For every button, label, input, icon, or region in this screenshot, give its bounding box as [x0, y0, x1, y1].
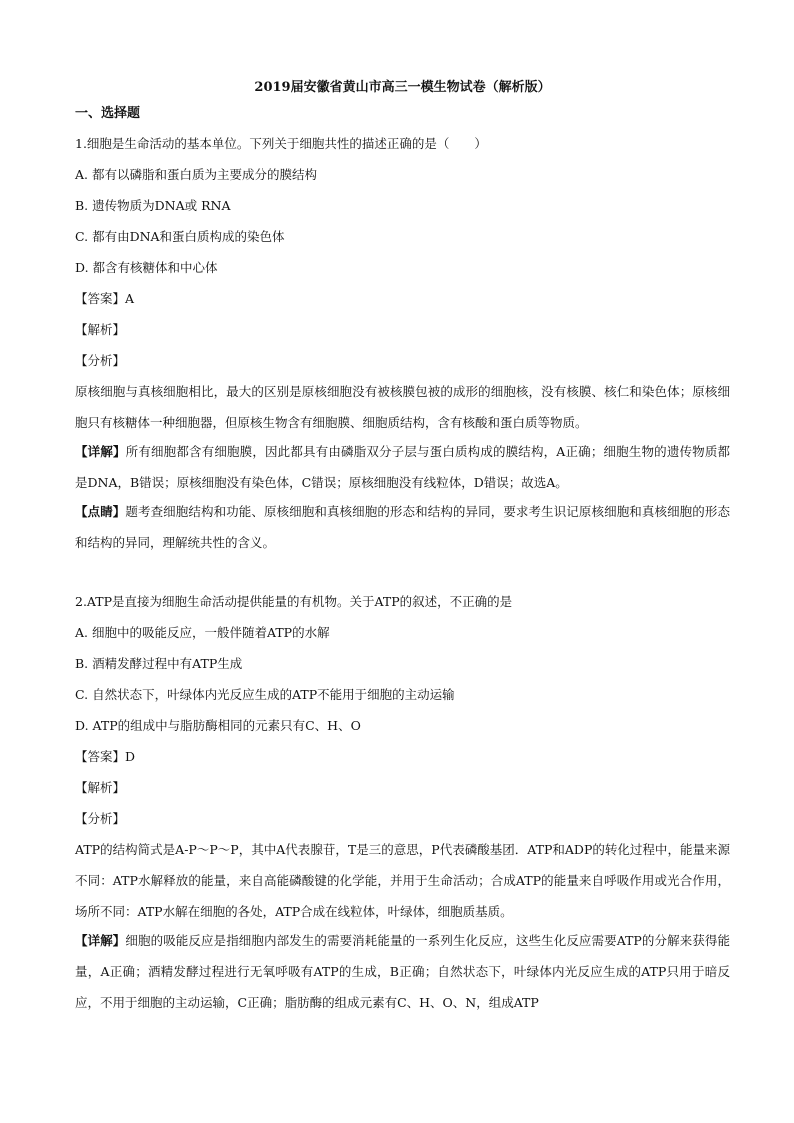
question-1-comment-text: 题考查细胞结构和功能、原核细胞和真核细胞的形态和结构的异同，要求考生识记原核细胞和真核细胞的形态和结构的异同，理解统共性的含义。 — [75, 504, 730, 550]
question-2-option-d: D. ATP的组成中与脂肪酶相同的元素只有C、H、O — [75, 718, 361, 733]
question-1-detail-label: 【详解】 — [75, 444, 126, 459]
question-1-detail — [75, 436, 730, 498]
question-2 — [75, 592, 730, 1018]
question-1-answer: 【答案】A — [75, 291, 135, 306]
question-1-analysis: 原核细胞与真核细胞相比，最大的区别是原核细胞没有被核膜包被的成形的细胞核，没有核膜、核仁和染色体；原核细胞只有核糖体一种细胞器，但原核生物含有细胞膜、细胞质结构，含有核酸和蛋白质等物质。 — [75, 384, 730, 430]
question-2-fenxi-label: 【分析】 — [75, 811, 126, 826]
question-2-analysis: ATP的结构简式是A-P～P～P，其中A代表腺苷，T是三的意思，P代表磷酸基团．ATP和ADP的转化过程中，能量来源不同：ATP水解释放的能量，来自高能磷酸键的化学能，并用于生命活动；合成ATP的能量来自呼吸作用或光合作用，场所不同：ATP水解在细胞的各处，ATP合成在线粒体，叶绿体，细胞质基质。 — [75, 842, 730, 919]
question-1-detail-text: 所有细胞都含有细胞膜，因此都具有由磷脂双分子层与蛋白质构成的膜结构，A正确；细胞生物的遗传物质都是DNA，B错误；原核细胞没有染色体，C错误；原核细胞没有线粒体，D错误；故选A。 — [75, 444, 730, 490]
question-2-jiexi-label: 【解析】 — [75, 780, 126, 795]
document-page — [75, 78, 730, 1022]
question-2-stem: 2.ATP是直接为细胞生命活动提供能量的有机物。关于ATP的叙述，不正确的是 — [75, 594, 513, 609]
question-2-detail-label: 【详解】 — [75, 933, 126, 948]
question-1-option-a: A. 都有以磷脂和蛋白质为主要成分的膜结构 — [75, 167, 317, 182]
question-2-detail — [75, 925, 730, 1018]
question-2-detail-text: 细胞的吸能反应是指细胞内部发生的需要消耗能量的一系列生化反应，这些生化反应需要ATP的分解来获得能量，A正确；酒精发酵过程进行无氧呼吸有ATP的生成，B正确；自然状态下，叶绿体内光反应生成的ATP只用于暗反应，不用于细胞的主动运输，C正确；脂肪酶的组成元素有C、H、O、N，组成ATP — [75, 933, 730, 1010]
page-title: 2019届安徽省黄山市高三一模生物试卷（解析版） — [254, 80, 551, 95]
question-2-answer: 【答案】D — [75, 749, 136, 764]
question-1-option-d: D. 都含有核糖体和中心体 — [75, 260, 218, 275]
question-1-fenxi-label: 【分析】 — [75, 353, 126, 368]
question-1-comment-label: 【点睛】 — [75, 504, 126, 519]
question-1-option-c: C. 都有由DNA和蛋白质构成的染色体 — [75, 229, 285, 244]
question-2-option-a: A. 细胞中的吸能反应，一般伴随着ATP的水解 — [75, 625, 330, 640]
question-1-jiexi-label: 【解析】 — [75, 322, 126, 337]
question-2-option-c: C. 自然状态下，叶绿体内光反应生成的ATP不能用于细胞的主动运输 — [75, 687, 455, 702]
question-1-option-b: B. 遗传物质为DNA或 RNA — [75, 198, 231, 213]
question-separator — [75, 562, 730, 592]
section-heading: 一、选择题 — [75, 106, 141, 121]
question-2-option-b: B. 酒精发酵过程中有ATP生成 — [75, 656, 243, 671]
question-1 — [75, 134, 730, 558]
question-1-comment — [75, 496, 730, 558]
question-1-stem: 1.细胞是生命活动的基本单位。下列关于细胞共性的描述正确的是（ ） — [75, 136, 487, 151]
